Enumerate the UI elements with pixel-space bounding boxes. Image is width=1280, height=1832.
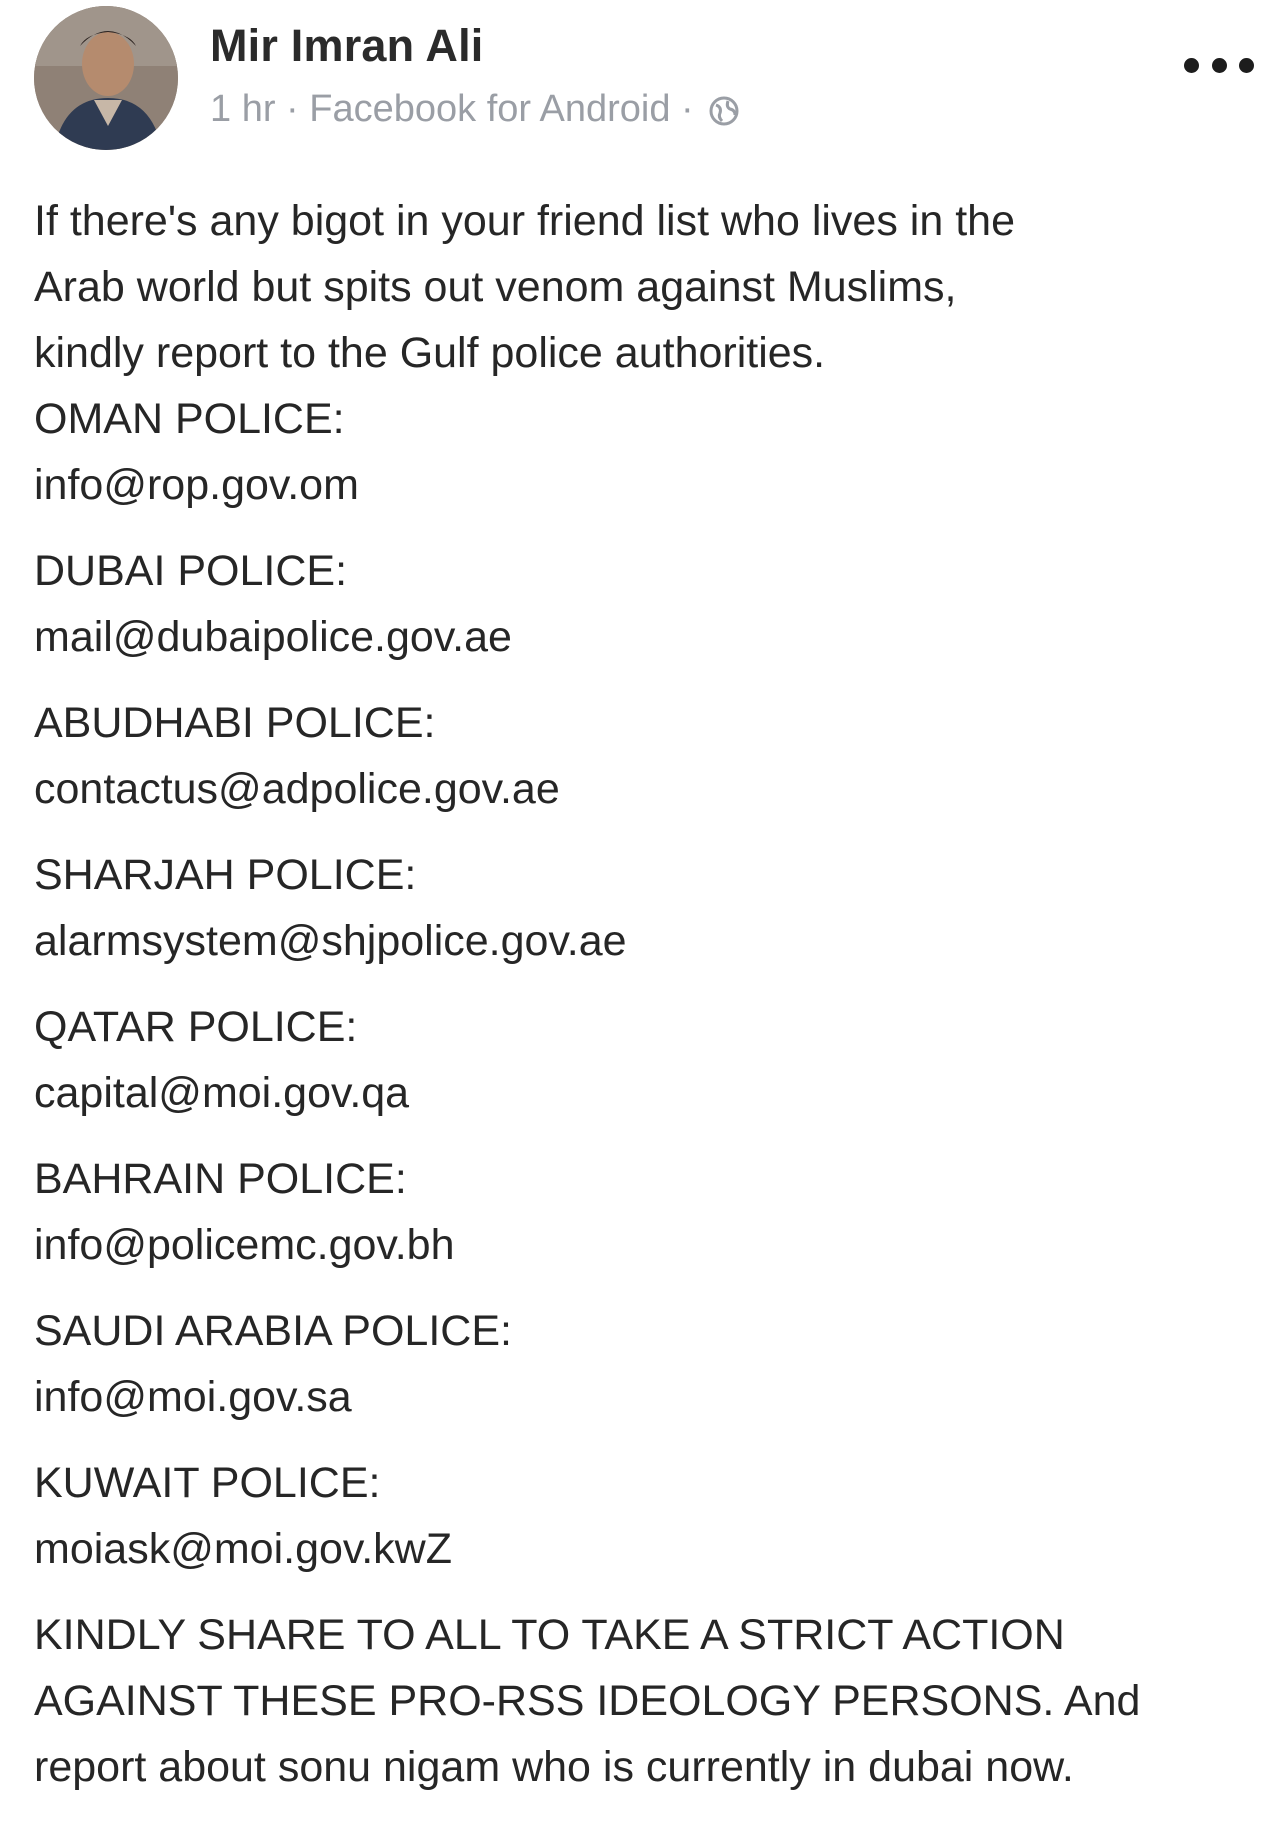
contact-label: ABUDHABI POLICE: (34, 699, 436, 747)
contact-label: SAUDI ARABIA POLICE: (34, 1307, 512, 1355)
more-options-dot (1184, 58, 1199, 73)
contact-label: BAHRAIN POLICE: (34, 1155, 407, 1203)
contact-entry (34, 994, 1264, 1126)
author-name[interactable]: Mir Imran Ali (210, 20, 484, 71)
post-body (34, 188, 1264, 1800)
avatar-photo (34, 6, 178, 150)
globe-icon (708, 94, 740, 126)
more-options-icon[interactable] (1184, 50, 1254, 80)
contact-entry (34, 1298, 1264, 1430)
contact-email[interactable]: mail@dubaipolice.gov.ae (34, 613, 512, 661)
contact-email[interactable]: moiask@moi.gov.kwZ (34, 1525, 452, 1573)
post-meta-text[interactable]: 1 hr · Facebook for Android · (210, 88, 694, 130)
more-options-dot (1212, 58, 1227, 73)
contact-email[interactable]: capital@moi.gov.qa (34, 1069, 410, 1117)
contact-entry (34, 538, 1264, 670)
more-options-dot (1239, 58, 1254, 73)
contacts-list (34, 386, 1264, 1602)
contact-entry (34, 386, 1264, 518)
contact-entry (34, 1450, 1264, 1582)
post-meta (210, 88, 740, 131)
contact-email[interactable]: info@rop.gov.om (34, 461, 359, 509)
contact-label: DUBAI POLICE: (34, 547, 348, 595)
contact-email[interactable]: info@moi.gov.sa (34, 1373, 352, 1421)
contact-email[interactable]: contactus@adpolice.gov.ae (34, 765, 560, 813)
contact-entry (34, 842, 1264, 974)
contact-email[interactable]: info@policemc.gov.bh (34, 1221, 455, 1269)
contact-entry (34, 1146, 1264, 1278)
contact-label: SHARJAH POLICE: (34, 851, 417, 899)
contact-label: KUWAIT POLICE: (34, 1459, 381, 1507)
contact-label: QATAR POLICE: (34, 1003, 358, 1051)
post-header (0, 0, 1280, 160)
post-intro-text: If there's any bigot in your friend list who lives in the Arab world but spits out venom against Muslims, kindly report to the Gulf police authorities. (34, 197, 1015, 377)
contact-entry (34, 690, 1264, 822)
post-closing-text: KINDLY SHARE TO ALL TO TAKE A STRICT ACTION AGAINST THESE PRO-RSS IDEOLOGY PERSONS. And report about sonu nigam who is currently in dubai now. (34, 1611, 1141, 1791)
contact-label: OMAN POLICE: (34, 395, 345, 443)
contact-email[interactable]: alarmsystem@shjpolice.gov.ae (34, 917, 627, 965)
avatar[interactable] (34, 6, 178, 150)
